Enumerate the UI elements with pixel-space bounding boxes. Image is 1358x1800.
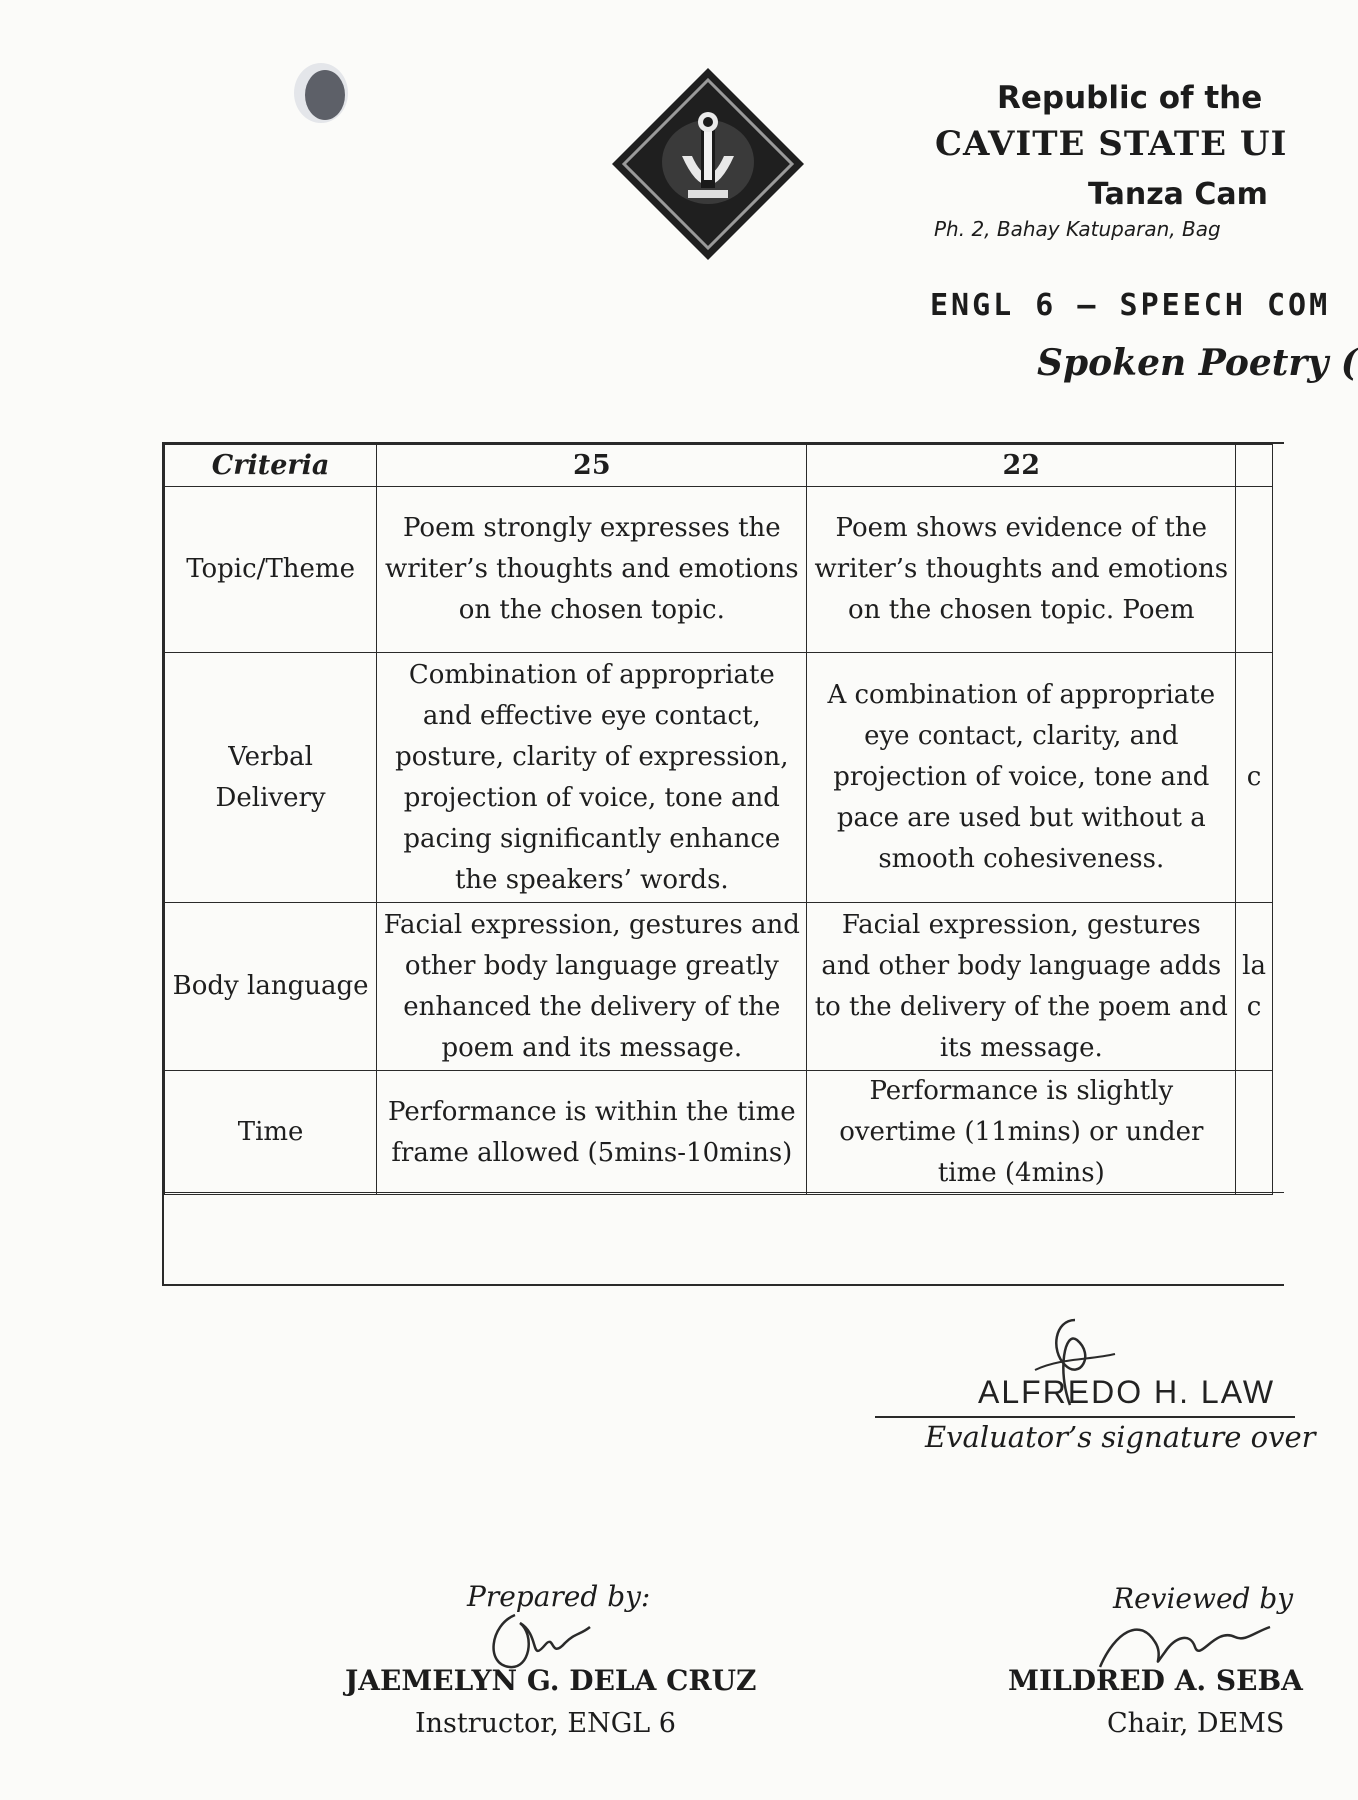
preparer-name: JAEMELYN G. DELA CRUZ [345,1664,757,1697]
cut-cell: c [1236,653,1273,903]
score-22-cell: A combination of appropriate eye contact, clarity, and projection of voice, tone and pace are used but without a smooth cohesiveness. [807,653,1236,903]
table-row [165,903,1273,1071]
republic-line: Republic of the [997,80,1263,116]
table-header-row [165,445,1273,487]
total-row [164,1192,1284,1281]
cut-cell [1236,487,1273,653]
table-row [165,1071,1273,1195]
course-title: ENGL 6 – SPEECH COM [930,288,1331,323]
score-25-cell: Performance is within the time frame allowed (5mins-10mins) [377,1071,807,1195]
reviewer-name: MILDRED A. SEBA [1008,1664,1303,1697]
score-22-cell: Facial expression, gestures and other body language adds to the delivery of the poem and its message. [807,903,1236,1071]
evaluator-label: Evaluator’s signature over [925,1420,1316,1454]
score-25-cell: Poem strongly expresses the writer’s thoughts and emotions on the chosen topic. [377,487,807,653]
score-22-cell: Poem shows evidence of the writer’s thoughts and emotions on the chosen topic. Poem [807,487,1236,653]
header-cut [1236,445,1273,487]
criterion-cell: Verbal Delivery [165,653,377,903]
punch-hole-mark [287,57,351,127]
header-score-25: 25 [377,445,807,487]
criterion-cell: Body language [165,903,377,1071]
evaluator-signature-line [875,1416,1295,1418]
evaluator-name: ALFREDO H. LAW [978,1374,1276,1410]
criterion-cell: Time [165,1071,377,1195]
cut-cell: la c [1236,903,1273,1071]
rubric-table [164,444,1273,1195]
reviewer-title: Chair, DEMS [1107,1708,1285,1739]
campus-name: Tanza Cam [1088,177,1268,212]
score-25-cell: Combination of appropriate and effective eye contact, posture, clarity of expression, projection of voice, tone and pacing significantly enhance the speakers’ words. [377,653,807,903]
cut-cell [1236,1071,1273,1195]
university-name: CAVITE STATE UI [935,124,1288,164]
rubric-subtitle: Spoken Poetry ( [1037,342,1358,384]
table-row [165,653,1273,903]
criterion-cell: Topic/Theme [165,487,377,653]
campus-address: Ph. 2, Bahay Katuparan, Bag [934,217,1221,241]
university-logo [608,64,808,264]
score-22-cell: Performance is slightly overtime (11mins) or under time (4mins) [807,1071,1236,1195]
reviewed-by-label: Reviewed by [1113,1582,1294,1615]
header-criteria: Criteria [165,445,377,487]
preparer-title: Instructor, ENGL 6 [415,1708,676,1739]
header-score-22: 22 [807,445,1236,487]
prepared-by-label: Prepared by: [467,1580,651,1613]
score-25-cell: Facial expression, gestures and other body language greatly enhanced the delivery of the poem and its message. [377,903,807,1071]
table-row [165,487,1273,653]
